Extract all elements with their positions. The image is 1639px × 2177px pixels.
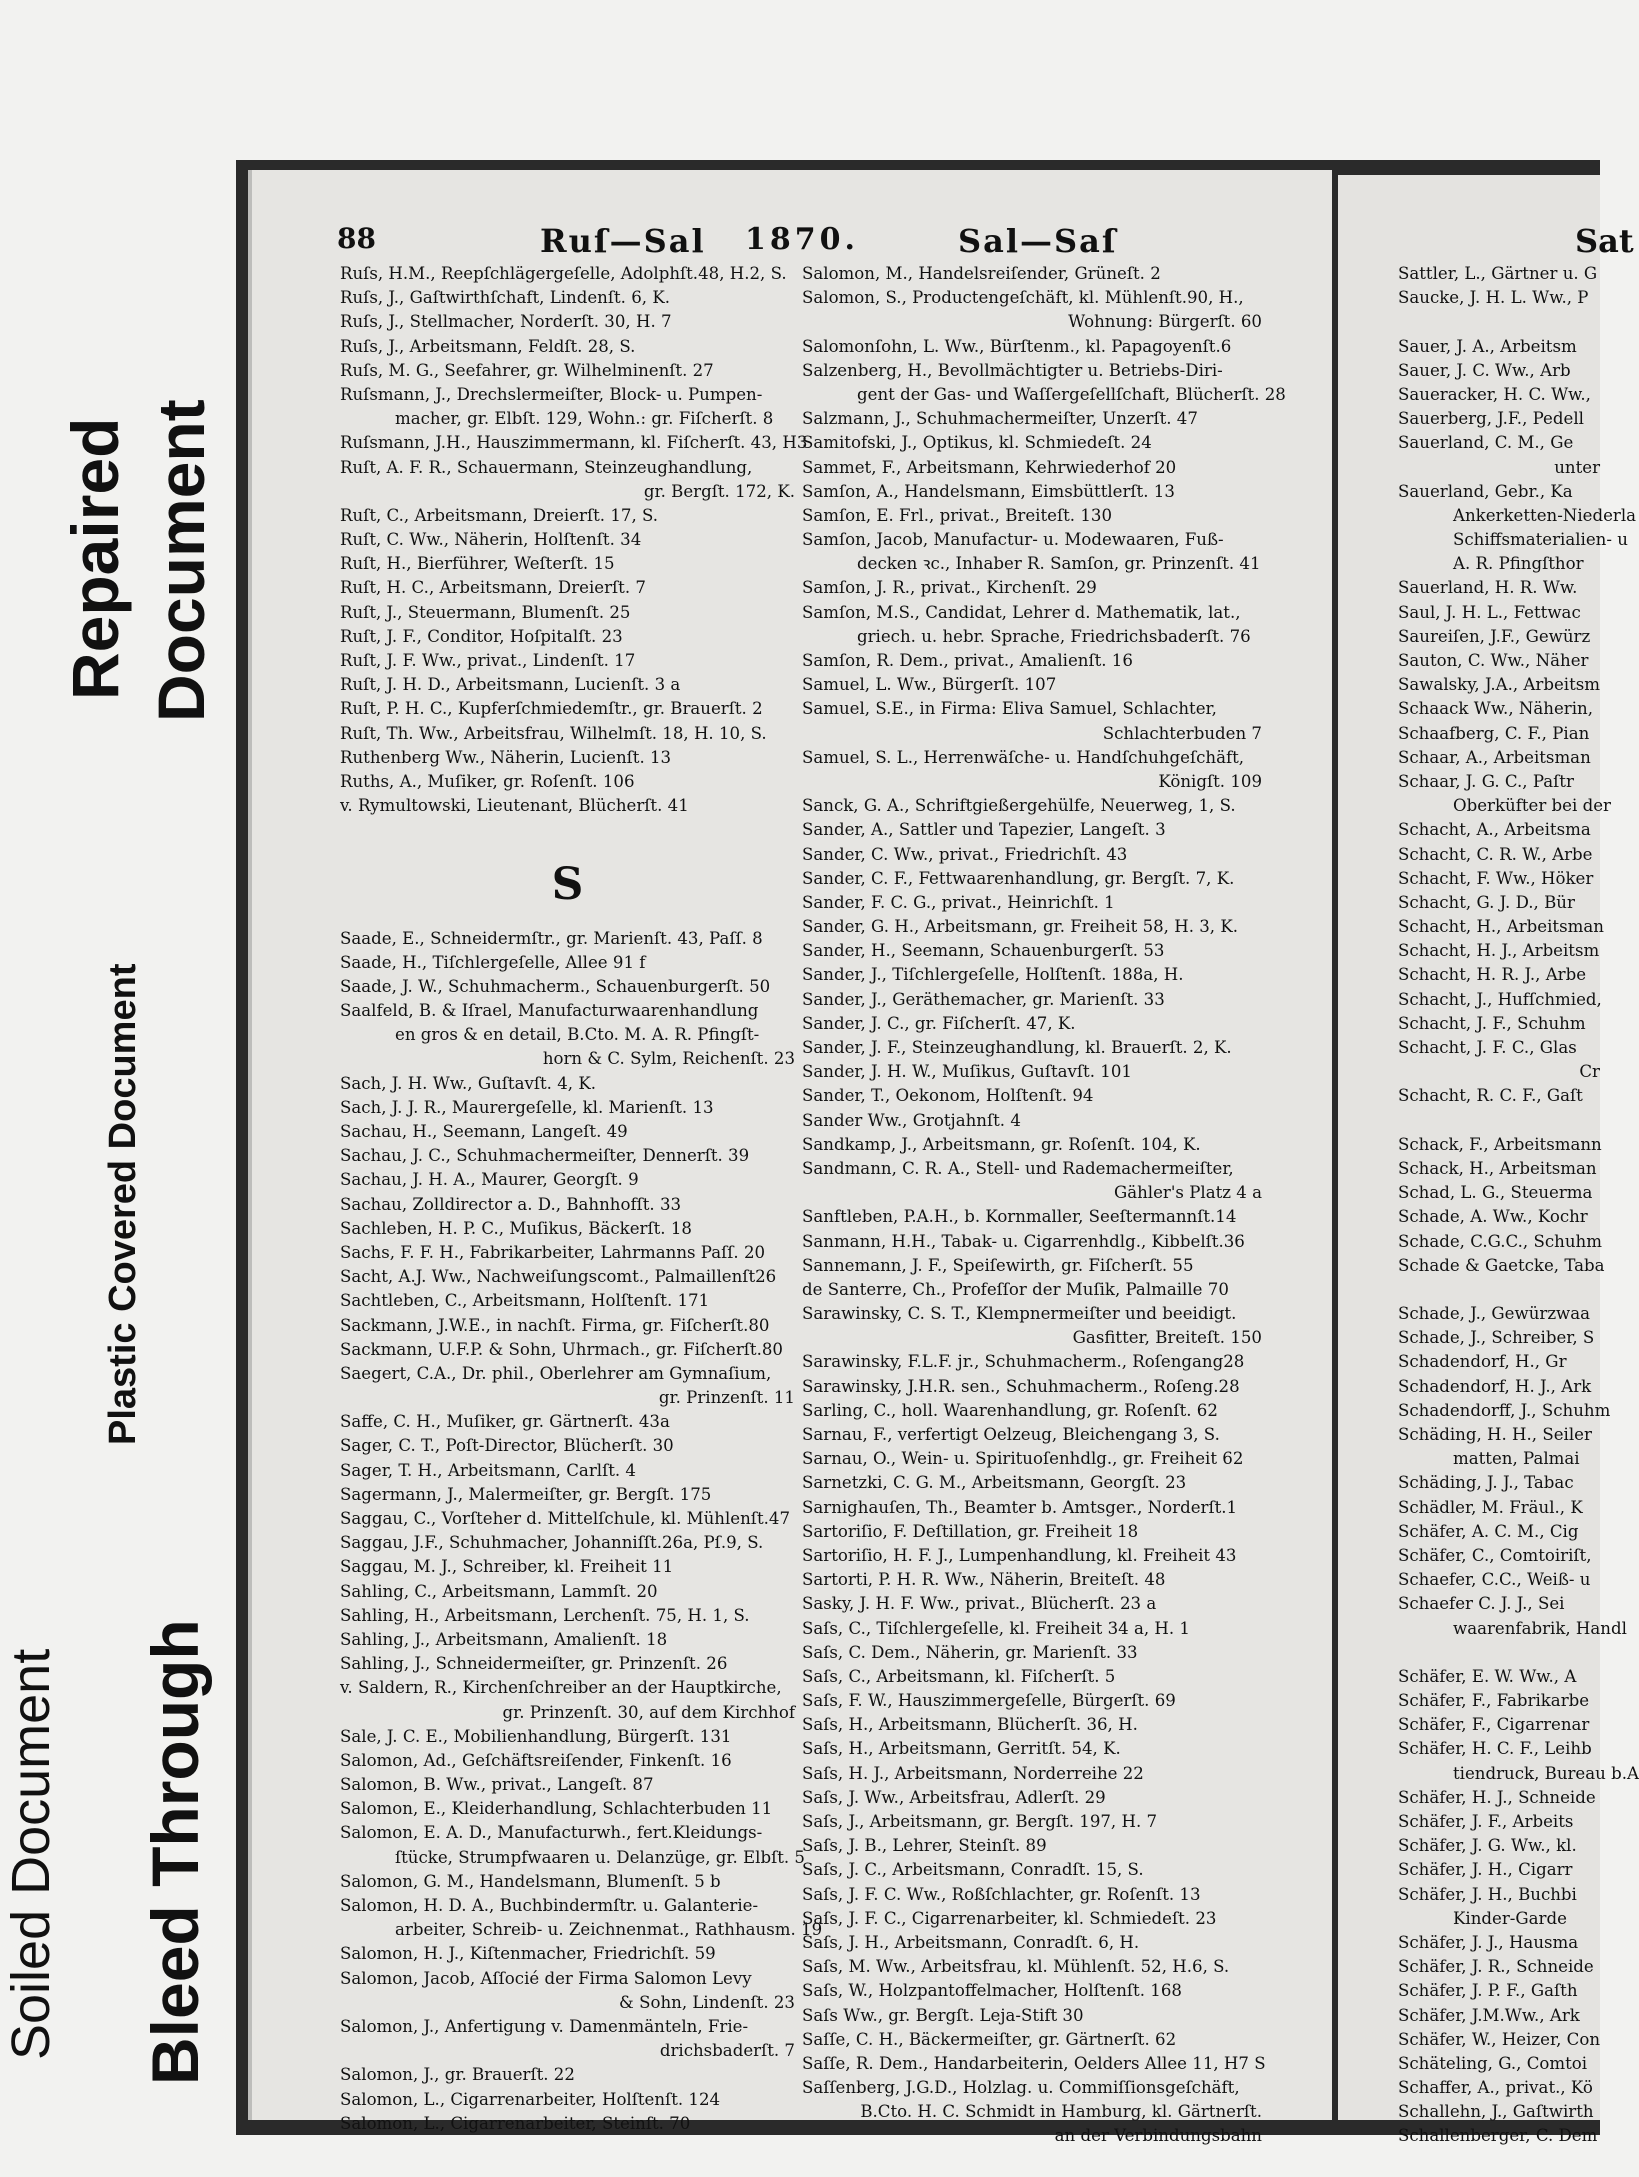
directory-entry: Schack, F., Arbeitsmann (1398, 1134, 1602, 1154)
directory-entry: Samuel, S.E., in Firma: Eliva Samuel, Schlachter, (802, 699, 1217, 719)
directory-entry: Saſs, F. W., Hauszimmergeſelle, Bürgerſt. 69 (802, 1691, 1176, 1711)
directory-entry: Salomon, J., gr. Brauerſt. 22 (340, 2065, 575, 2085)
directory-entry: Sachleben, H. P. C., Muſikus, Bäckerſt. 18 (340, 1218, 692, 1238)
directory-entry: Schacht, F. Ww., Höker (1398, 868, 1594, 888)
directory-entry: Ruſs, J., Arbeitsmann, Feldſt. 28, S. (340, 336, 636, 356)
directory-entry: Salomon, L., Cigarrenarbeiter, Steinſt. 70 (340, 2113, 691, 2133)
directory-entry: Saſs, H., Arbeitsmann, Gerritſt. 54, K. (802, 1739, 1121, 1759)
directory-entry: Sale, J. C. E., Mobilienhandlung, Bürgerſt. 131 (340, 1726, 732, 1746)
directory-entry: B.Cto. H. C. Schmidt in Hamburg, kl. Gärtnerſt. (860, 2102, 1262, 2122)
directory-entry: Ruſt, Th. Ww., Arbeitsfrau, Wilhelmſt. 18, H. 10, S. (340, 723, 767, 743)
directory-entry: Saſs, C., Arbeitsmann, kl. Fiſcherſt. 5 (802, 1666, 1116, 1686)
directory-entry: Sauer, J. C. Ww., Arb (1398, 360, 1571, 380)
directory-entry (1398, 1278, 1600, 1302)
directory-entry: Saſs, C. Dem., Näherin, gr. Marienſt. 33 (802, 1642, 1138, 1662)
directory-entry: Sachau, J. C., Schuhmachermeiſter, Dennerſt. 39 (340, 1146, 750, 1166)
directory-entry: Sauerland, Gebr., Ka (1398, 481, 1573, 501)
directory-entry: Saſs, J. B., Lehrer, Steinſt. 89 (802, 1836, 1047, 1856)
directory-entry: Sarnau, O., Wein- u. Spirituoſenhdlg., gr. Freiheit 62 (802, 1449, 1244, 1469)
directory-entry: Saade, E., Schneidermſtr., gr. Marienſt. 43, Paſſ. 8 (340, 928, 763, 948)
directory-entry: Sauerland, C. M., Ge (1398, 433, 1574, 453)
directory-entry: Sarnetzki, C. G. M., Arbeitsmann, Georgſt. 23 (802, 1473, 1187, 1493)
directory-entry: Sander, F. C. G., privat., Heinrichſt. 1 (802, 892, 1115, 912)
directory-entry: Schacht, R. C. F., Gaſt (1398, 1086, 1583, 1106)
directory-entry: Schäfer, J.M.Ww., Ark (1398, 2005, 1580, 2025)
directory-entry: Saſſe, C. H., Bäckermeiſter, gr. Gärtnerſt. 62 (802, 2029, 1177, 2049)
directory-entry: Ruſs, J., Gaſtwirthſchaft, Lindenſt. 6, K. (340, 288, 670, 308)
directory-entry: Ruthenberg Ww., Näherin, Lucienſt. 13 (340, 747, 672, 767)
directory-entry: Ruſs, M. G., Seefahrer, gr. Wilhelminenſt. 27 (340, 360, 714, 380)
directory-entry: & Sohn, Lindenſt. 23 (619, 1992, 795, 2012)
directory-entry: Schäfer, J. H., Buchbi (1398, 1884, 1577, 1904)
directory-entry: Ruſt, C., Arbeitsmann, Dreierſt. 17, S. (340, 505, 659, 525)
directory-entry: Samſon, J. R., privat., Kirchenſt. 29 (802, 578, 1097, 598)
repaired-document-label-line2: Document (144, 399, 218, 722)
directory-entry: drichsbaderſt. 7 (659, 2041, 795, 2061)
directory-entry: Saalfeld, B. & Iſrael, Manufacturwaarenhandlung (340, 1001, 759, 1021)
directory-entry: Salomon, G. M., Handelsmann, Blumenſt. 5 b (340, 1871, 721, 1891)
plastic-covered-document-label: Plastic Covered Document (102, 963, 144, 1445)
directory-entry: Sandmann, C. R. A., Stell- und Rademachermeiſter, (802, 1158, 1234, 1178)
directory-entry: Cr (1579, 1062, 1600, 1082)
directory-entry: Samitofski, J., Optikus, kl. Schmiedeſt. 24 (802, 433, 1152, 453)
bleed-through-label: Bleed Through (138, 1619, 212, 2085)
directory-entry: Königſt. 109 (1158, 771, 1262, 791)
directory-entry: Ruſt, J. F. Ww., privat., Lindenſt. 17 (340, 651, 636, 670)
directory-entry: Schaafberg, C. F., Pian (1398, 723, 1590, 743)
directory-entry: Schäfer, A. C. M., Cig (1398, 1521, 1579, 1541)
directory-entry: Schäfer, H. J., Schneide (1398, 1787, 1596, 1807)
repaired-document-label: Repaired (58, 417, 132, 700)
directory-entry: Saegert, C.A., Dr. phil., Oberlehrer am Gymnaſium, (340, 1363, 772, 1383)
directory-entry: Salomon, Ad., Geſchäftsreiſender, Finkenſt. 16 (340, 1750, 732, 1770)
directory-entry: decken ꝛc., Inhaber R. Samſon, gr. Prinzenſt. 41 (857, 554, 1261, 574)
directory-entry: Schäfer, J. F., Arbeits (1398, 1812, 1574, 1831)
directory-entry: Sackmann, U.F.P. & Sohn, Uhrmach., gr. Fiſcherſt.80 (340, 1339, 783, 1359)
directory-entry: Schallehn, J., Gaſtwirth (1398, 2102, 1594, 2122)
directory-entry: an der Verbindungsbahn (1054, 2126, 1262, 2146)
directory-entry: de Santerre, Ch., Profeſſor der Muſik, Palmaille 70 (802, 1279, 1229, 1299)
directory-entry: Schad, L. G., Steuerma (1398, 1183, 1593, 1203)
directory-entry: Schacht, J. F. C., Glas (1398, 1038, 1577, 1057)
directory-entry: Sachau, H., Seemann, Langeſt. 49 (340, 1122, 628, 1141)
directory-entry: Gasfitter, Breiteſt. 150 (1072, 1328, 1262, 1348)
directory-entry: Sahling, H., Arbeitsmann, Lerchenſt. 75, H. 1, S. (340, 1605, 750, 1625)
directory-entry: Samſon, E. Frl., privat., Breiteſt. 130 (802, 505, 1112, 525)
directory-entry: horn & C. Sylm, Reichenſt. 23 (542, 1049, 795, 1069)
section-letter: S (551, 858, 584, 910)
directory-entry: Schädler, M. Fräul., K (1398, 1497, 1583, 1517)
header-range-right: Sal—Saſ (958, 222, 1118, 260)
directory-entry (1398, 1641, 1600, 1665)
directory-entry: Saſs, H. J., Arbeitsmann, Norderreihe 22 (802, 1763, 1144, 1783)
directory-entry: ſtücke, Strumpfwaaren u. Delanzüge, gr. Elbſt. 5 (395, 1847, 805, 1867)
directory-entry: Kinder-Garde (1453, 1908, 1567, 1928)
directory-entry: tiendruck, Bureau b.A (1453, 1763, 1639, 1783)
directory-entry: Ruſt, J. F., Conditor, Hoſpitalſt. 23 (340, 626, 623, 646)
directory-entry: Schacht, G. J. D., Bür (1398, 892, 1575, 912)
directory-entry: Ruſt, A. F. R., Schauermann, Steinzeughandlung, (340, 457, 753, 477)
directory-entry: Schacht, J., Hufſchmied, (1398, 989, 1602, 1009)
directory-entry: Sauerberg, J.F., Pedell (1398, 409, 1584, 429)
directory-entry: Schäding, J. J., Tabac (1398, 1473, 1574, 1493)
directory-entry: unter (1554, 457, 1600, 477)
directory-entry: Schade, J., Schreiber, S (1398, 1328, 1595, 1348)
directory-entry: Ruths, A., Muſiker, gr. Roſenſt. 106 (340, 771, 635, 791)
directory-entry: waarenfabrik, Handl (1453, 1618, 1627, 1638)
directory-entry: Saſs, J. F. C., Cigarrenarbeiter, kl. Schmiedeſt. 23 (802, 1908, 1217, 1928)
directory-entry: Saſſe, R. Dem., Handarbeiterin, Oelders Allee 11, H7 S (802, 2053, 1266, 2073)
directory-entry: Saggau, M. J., Schreiber, kl. Freiheit 11 (340, 1557, 674, 1577)
directory-entry: Sander, J. F., Steinzeughandlung, kl. Brauerſt. 2, K. (802, 1038, 1232, 1057)
directory-entry: Salomon, E. A. D., Manufacturwh., fert.Kleidungs- (340, 1823, 763, 1843)
directory-entry: Saffe, C. H., Muſiker, gr. Gärtnerſt. 43a (340, 1412, 670, 1432)
directory-entry: Schack, H., Arbeitsman (1398, 1158, 1597, 1178)
directory-entry: Schlachterbuden 7 (1102, 723, 1262, 743)
directory-entry: Schallenberger, C. Dem (1398, 2126, 1598, 2146)
directory-entry: Wohnung: Bürgerſt. 60 (1068, 312, 1262, 332)
directory-entry: Saueracker, H. C. Ww., (1398, 384, 1591, 404)
directory-entry: Sauerland, H. R. Ww. (1398, 578, 1578, 598)
directory-entry: Sachau, J. H. A., Maurer, Georgſt. 9 (340, 1170, 639, 1190)
directory-column-right (802, 262, 1286, 2149)
directory-entry: Schäfer, J. J., Hausma (1398, 1932, 1579, 1952)
directory-entry: Schaack Ww., Näherin, (1398, 699, 1593, 719)
directory-entry: Sahling, J., Schneidermeiſter, gr. Prinzenſt. 26 (340, 1654, 728, 1674)
directory-entry: Schäding, H. H., Seiler (1398, 1425, 1592, 1444)
directory-entry: Schacht, H., Arbeitsman (1398, 917, 1604, 937)
directory-entry: Saſs, M. Ww., Arbeitsfrau, kl. Mühlenſt. 52, H.6, S. (802, 1957, 1230, 1977)
directory-entry: Salomon, H. D. A., Buchbindermſtr. u. Galanterie- (340, 1896, 759, 1915)
directory-entry: Schade, J., Gewürzwaa (1398, 1304, 1591, 1324)
directory-entry: Schadendorf, H., Gr (1398, 1352, 1567, 1372)
directory-entry: Schaefer, C.C., Weiß- u (1398, 1570, 1591, 1590)
directory-entry: Saade, J. W., Schuhmacherm., Schauenburgerſt. 50 (340, 976, 771, 996)
header-year: 1870. (745, 222, 859, 257)
directory-entry: Schiffsmaterialien- u (1453, 530, 1628, 550)
directory-entry: Sartoriſio, H. F. J., Lumpenhandlung, kl. Freiheit 43 (802, 1545, 1237, 1565)
directory-entry: Ruſt, P. H. C., Kupferſchmiedemſtr., gr. Brauerſt. 2 (340, 699, 763, 719)
directory-entry: Schacht, H. J., Arbeitsm (1398, 941, 1600, 961)
directory-entry: v. Saldern, R., Kirchenſchreiber an der Hauptkirche, (340, 1678, 782, 1698)
directory-entry: Ruſt, C. Ww., Näherin, Holſtenſt. 34 (340, 530, 642, 550)
directory-column-left (340, 262, 823, 2136)
header-range-left: Ruſ—Sal (540, 222, 706, 260)
directory-entry: Salomon, E., Kleiderhandlung, Schlachterbuden 11 (340, 1799, 773, 1819)
directory-entry: Sahling, C., Arbeitsmann, Lammſt. 20 (340, 1581, 658, 1601)
directory-entry: Saureiſen, J.F., Gewürz (1398, 626, 1591, 646)
directory-entry: Sartoriſio, F. Deſtillation, gr. Freiheit 18 (802, 1521, 1139, 1541)
directory-entry: Sagermann, J., Malermeiſter, gr. Bergſt. 175 (340, 1484, 712, 1504)
directory-entry: Sachau, Zolldirector a. D., Bahnhofſt. 33 (340, 1194, 682, 1214)
directory-entry: Sawalsky, J.A., Arbeitsm (1398, 675, 1600, 695)
directory-entry: Sander, G. H., Arbeitsmann, gr. Freiheit 58, H. 3, K. (802, 917, 1239, 937)
directory-entry: Sander, J., Tiſchlergeſelle, Holſtenſt. 188a, H. (802, 965, 1184, 985)
directory-entry: Sanck, G. A., Schriftgießergehülfe, Neuerweg, 1, S. (802, 796, 1236, 816)
directory-entry: Schadendorff, J., Schuhm (1398, 1400, 1611, 1420)
directory-entry: Saſs, J. H., Arbeitsmann, Conradſt. 6, H. (802, 1932, 1140, 1952)
directory-entry: Sander, C. Ww., privat., Friedrichſt. 43 (802, 844, 1128, 864)
directory-entry: Sach, J. J. R., Maurergeſelle, kl. Marienſt. 13 (340, 1097, 714, 1117)
directory-entry: Sackmann, J.W.E., in nachſt. Firma, gr. Fiſcherſt.80 (340, 1315, 770, 1335)
directory-entry: Sauton, C. Ww., Näher (1398, 651, 1589, 670)
directory-entry: Schäfer, W., Heizer, Con (1398, 2029, 1601, 2049)
directory-entry: Sander, H., Seemann, Schauenburgerſt. 53 (802, 941, 1165, 961)
directory-entry: Schäfer, J. R., Schneide (1398, 1957, 1594, 1977)
directory-entry: Schäfer, J. G. Ww., kl. (1398, 1836, 1577, 1856)
directory-entry: Sager, T. H., Arbeitsmann, Carlſt. 4 (340, 1460, 636, 1480)
directory-entry: Ruſt, H., Bierführer, Weſterſt. 15 (340, 554, 615, 574)
directory-entry: Ruſt, H. C., Arbeitsmann, Dreierſt. 7 (340, 578, 646, 598)
page-number: 88 (337, 222, 376, 255)
directory-entry: Sarnighauſen, Th., Beamter b. Amtsger., Norderſt.1 (802, 1497, 1238, 1517)
directory-entry: Ruſt, J. H. D., Arbeitsmann, Lucienſt. 3 a (340, 675, 681, 695)
directory-entry: Sahling, J., Arbeitsmann, Amalienſt. 18 (340, 1629, 668, 1649)
directory-entry: Samuel, L. Ww., Bürgerſt. 107 (802, 675, 1057, 695)
directory-entry: Schäfer, J. P. F., Gaſth (1398, 1981, 1578, 2001)
directory-entry: Schacht, A., Arbeitsma (1398, 820, 1591, 840)
directory-entry: gr. Prinzenſt. 30, auf dem Kirchhof (502, 1702, 795, 1722)
directory-entry: Schaar, A., Arbeitsman (1398, 747, 1591, 767)
directory-entry: Sander, J. C., gr. Fiſcherſt. 47, K. (802, 1013, 1076, 1033)
directory-entry: Sach, J. H. Ww., Guſtavſt. 4, K. (340, 1073, 596, 1093)
directory-entry: Salomon, S., Productengeſchäft, kl. Mühlenſt.90, H., (802, 288, 1244, 308)
directory-entry: Ruſsmann, J., Drechslermeiſter, Block- u. Pumpen- (340, 384, 763, 404)
directory-entry: macher, gr. Elbſt. 129, Wohn.: gr. Fiſcherſt. 8 (395, 409, 774, 429)
directory-entry: Saſs, J. F. C. Ww., Roßſchlachter, gr. Roſenſt. 13 (802, 1884, 1201, 1904)
directory-entry: Sarnau, F., verfertigt Oelzeug, Bleichengang 3, S. (802, 1425, 1220, 1444)
directory-entry: Schacht, H. R. J., Arbe (1398, 965, 1587, 985)
directory-entry: Sander Ww., Grotjahnſt. 4 (802, 1110, 1021, 1130)
directory-entry: Sanftleben, P.A.H., b. Kornmaller, Seeſtermannſt.14 (802, 1207, 1237, 1227)
directory-entry: A. R. Pfingſthor (1453, 554, 1584, 574)
directory-entry: Sarling, C., holl. Waarenhandlung, gr. Roſenſt. 62 (802, 1400, 1218, 1420)
directory-entry: Samſon, Jacob, Manufactur- u. Modewaaren, Fuß- (802, 530, 1224, 550)
directory-entry: Saade, H., Tiſchlergeſelle, Allee 91 f (340, 952, 646, 972)
directory-entry: Schäfer, H. C. F., Leihb (1398, 1739, 1592, 1759)
directory-entry: Schäfer, F., Cigarrenar (1398, 1715, 1590, 1735)
directory-entry: v. Rymultowski, Lieutenant, Blücherſt. 41 (340, 796, 689, 816)
directory-entry: Saſs, C., Tiſchlergeſelle, kl. Freiheit 34 a, H. 1 (802, 1618, 1190, 1638)
directory-entry: Samuel, S. L., Herrenwäſche- u. Handſchuhgeſchäft, (802, 747, 1245, 767)
directory-entry: Ruſs, H.M., Reepſchlägergeſelle, Adolphſt.48, H.2, S. (340, 264, 787, 283)
directory-entry: griech. u. hebr. Sprache, Friedrichsbaderſt. 76 (857, 626, 1251, 646)
directory-entry: Sammet, F., Arbeitsmann, Kehrwiederhof 20 (802, 457, 1177, 477)
directory-entry: Salomon, Jacob, Aſſocié der Firma Salomon Levy (340, 1968, 752, 1988)
directory-entry: Sachs, F. F. H., Fabrikarbeiter, Lahrmanns Paſſ. 20 (340, 1242, 766, 1262)
directory-entry: Saſs, J. C., Arbeitsmann, Conradſt. 15, S. (802, 1860, 1144, 1880)
directory-entry: gent der Gas- und Waſſergeſellſchaft, Blücherſt. 28 (857, 384, 1286, 404)
next-page-header: Sat (1575, 222, 1634, 260)
directory-entry: Sander, J., Geräthemacher, gr. Marienſt. 33 (802, 989, 1165, 1009)
directory-entry (1398, 310, 1600, 334)
directory-entry: Sachtleben, C., Arbeitsmann, Holſtenſt. 171 (340, 1291, 710, 1311)
directory-entry: Schade, C.G.C., Schuhm (1398, 1231, 1602, 1251)
directory-entry: matten, Palmai (1453, 1449, 1580, 1469)
directory-entry: Saggau, J.F., Schuhmacher, Johanniſſt.26a, Pſ.9, S. (340, 1533, 764, 1553)
directory-entry: Sander, A., Sattler und Tapezier, Langeſt. 3 (802, 820, 1166, 840)
directory-entry: Schacht, C. R. W., Arbe (1398, 844, 1593, 864)
directory-column-next-page (1398, 262, 1639, 2149)
directory-entry: Ruſs, J., Stellmacher, Norderſt. 30, H. 7 (340, 312, 672, 332)
directory-entry: Salzenberg, H., Bevollmächtigter u. Betriebs-Diri- (802, 360, 1223, 380)
directory-entry: Salomon, H. J., Kiſtenmacher, Friedrichſt. 59 (340, 1944, 716, 1964)
directory-entry: Saggau, C., Vorſteher d. Mittelſchule, kl. Mühlenſt.47 (340, 1509, 790, 1528)
directory-entry: Schadendorf, H. J., Ark (1398, 1376, 1592, 1396)
directory-entry: Salomon, B. Ww., privat., Langeſt. 87 (340, 1775, 654, 1795)
directory-entry: Sanmann, H.H., Tabak- u. Cigarrenhdlg., Kibbelſt.36 (802, 1231, 1245, 1251)
directory-entry: Saſs, W., Holzpantoffelmacher, Holſtenſt. 168 (802, 1981, 1182, 2001)
directory-entry: Schäteling, G., Comtoi (1398, 2053, 1588, 2073)
directory-entry: Schäfer, E. W. Ww., A (1398, 1666, 1577, 1686)
directory-entry: Samſon, A., Handelsmann, Eimsbüttlerſt. 13 (802, 481, 1175, 501)
directory-entry: Schäfer, C., Comtoiriſt, (1398, 1545, 1592, 1565)
directory-entry: Sauer, J. A., Arbeitsm (1398, 336, 1577, 356)
directory-entry: Sasky, J. H. F. Ww., privat., Blücherſt. 23 a (802, 1594, 1157, 1614)
directory-entry: Sannemann, J. F., Speiſewirth, gr. Fiſcherſt. 55 (802, 1255, 1194, 1275)
directory-entry: Schacht, J. F., Schuhm (1398, 1013, 1586, 1033)
directory-entry: Salomon, M., Handelsreiſender, Grüneſt. 2 (802, 264, 1161, 283)
directory-entry: Schaffer, A., privat., Kö (1398, 2078, 1593, 2098)
directory-entry: Saſſenberg, J.G.D., Holzlag. u. Commiſſionsgeſchäft, (802, 2078, 1240, 2098)
directory-entry: Salzmann, J., Schuhmachermeiſter, Unzerſt. 47 (802, 409, 1198, 429)
directory-entry: Sander, J. H. W., Muſikus, Guſtavſt. 101 (802, 1062, 1132, 1082)
directory-entry: Schade, A. Ww., Kochr (1398, 1207, 1588, 1227)
directory-entry: Saſs, J., Arbeitsmann, gr. Bergſt. 197, H. 7 (802, 1812, 1158, 1831)
directory-entry: en gros & en detail, B.Cto. M. A. R. Pfingſt- (395, 1025, 760, 1045)
directory-entry: Salomon, L., Cigarrenarbeiter, Holſtenſt. 124 (340, 2089, 721, 2109)
directory-entry (1398, 1109, 1600, 1133)
directory-entry: Ankerketten-Niederla (1453, 505, 1637, 525)
directory-entry: Sacht, A.J. Ww., Nachweiſungscomt., Palmaillenſt26 (340, 1267, 777, 1287)
directory-entry: Ruſt, J., Steuermann, Blumenſt. 25 (340, 602, 631, 622)
directory-entry: Schäfer, F., Fabrikarbe (1398, 1691, 1590, 1711)
directory-entry: Sandkamp, J., Arbeitsmann, gr. Roſenſt. 104, K. (802, 1134, 1201, 1154)
directory-entry: Gähler's Platz 4 a (1113, 1183, 1262, 1203)
directory-entry: Saſs, H., Arbeitsmann, Blücherſt. 36, H. (802, 1715, 1138, 1735)
directory-entry: Sarawinsky, J.H.R. sen., Schuhmacherm., Roſeng.28 (802, 1376, 1240, 1396)
directory-entry: Saſs, J. Ww., Arbeitsfrau, Adlerſt. 29 (802, 1787, 1106, 1807)
directory-entry: Samſon, M.S., Candidat, Lehrer d. Mathematik, lat., (802, 602, 1241, 622)
directory-entry: Sarawinsky, F.L.F. jr., Schuhmacherm., Roſengang28 (802, 1352, 1245, 1372)
directory-entry: Saul, J. H. L., Fettwac (1398, 602, 1581, 622)
directory-entry: Oberküfter bei der (1453, 796, 1611, 816)
directory-entry: Schäfer, J. H., Cigarr (1398, 1860, 1573, 1880)
directory-entry: Sarawinsky, C. S. T., Klempnermeiſter und beeidigt. (802, 1304, 1237, 1324)
soiled-document-label: Soiled Document (1, 1648, 61, 2060)
directory-entry: Sander, C. F., Fettwaarenhandlung, gr. Bergſt. 7, K. (802, 868, 1235, 888)
directory-entry: Sartorti, P. H. R. Ww., Näherin, Breiteſt. 48 (802, 1570, 1166, 1590)
directory-entry: Salomon, J., Anfertigung v. Damenmänteln, Frie- (340, 2016, 749, 2036)
directory-entry: Salomonſohn, L. Ww., Bürſtenm., kl. Papagoyenſt.6 (802, 336, 1232, 356)
directory-entry: Saſs Ww., gr. Bergſt. Leja-Stift 30 (802, 2005, 1084, 2025)
directory-entry: gr. Prinzenſt. 11 (658, 1388, 795, 1408)
directory-entry: gr. Bergſt. 172, K. (643, 481, 795, 501)
directory-entry: Schaar, J. G. C., Paſtr (1398, 771, 1574, 791)
directory-entry: Schaefer C. J. J., Sei (1398, 1594, 1565, 1614)
directory-entry: arbeiter, Schreib- u. Zeichnenmat., Rathhausm. 19 (395, 1920, 823, 1940)
directory-entry: Sander, T., Oekonom, Holſtenſt. 94 (802, 1086, 1094, 1106)
directory-entry (340, 818, 795, 842)
directory-entry: Sattler, L., Gärtner u. G (1398, 264, 1598, 283)
directory-entry: Schade & Gaetcke, Taba (1398, 1255, 1605, 1275)
directory-entry: Saucke, J. H. L. Ww., P (1398, 288, 1589, 308)
directory-entry: Ruſsmann, J.H., Hauszimmermann, kl. Fiſcherſt. 43, H3 (340, 433, 808, 453)
directory-entry: Samſon, R. Dem., privat., Amalienſt. 16 (802, 651, 1133, 670)
directory-entry: Sager, C. T., Poſt-Director, Blücherſt. 30 (340, 1436, 674, 1456)
